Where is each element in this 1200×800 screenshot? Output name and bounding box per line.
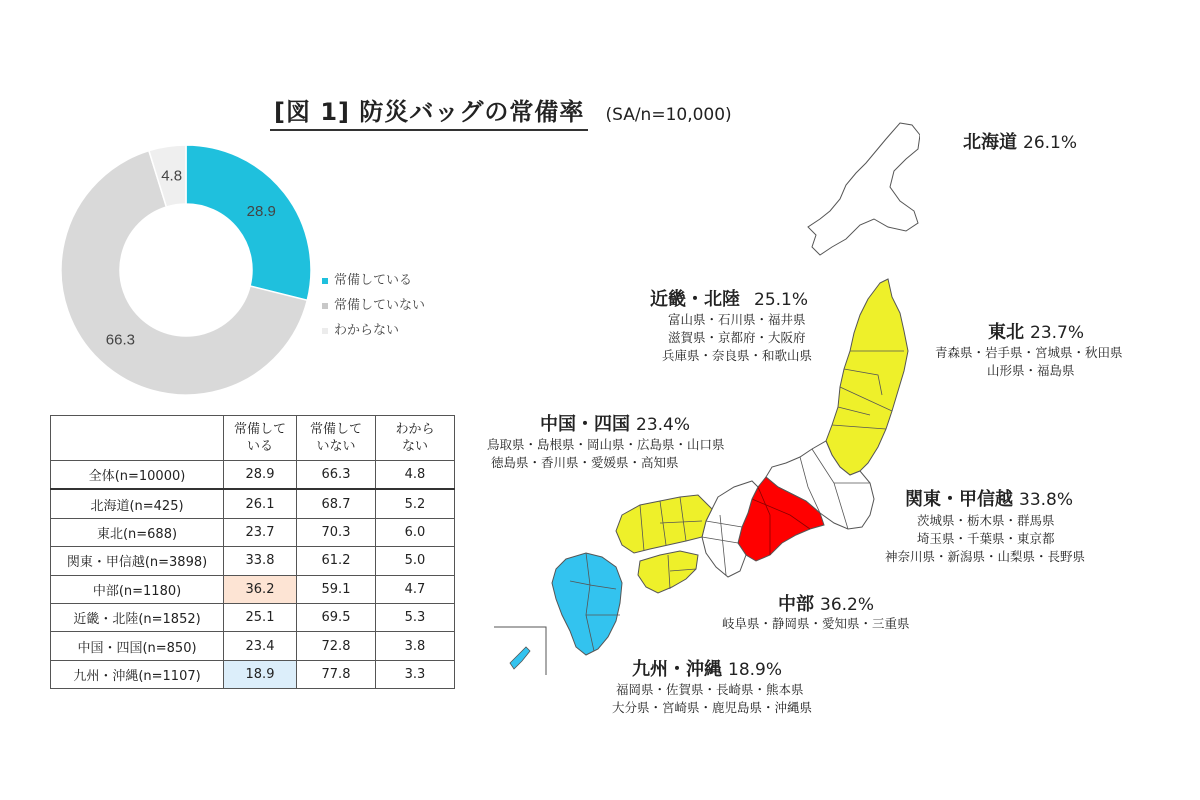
table-cell: 23.4 (224, 632, 297, 660)
table-row (51, 461, 455, 490)
region-pct: 23.7% (1030, 323, 1085, 343)
row-label (51, 489, 224, 518)
region-pct: 25.1% (754, 290, 809, 310)
pref-line: 鳥取県・島根県・岡山県・広島県・山口県 (487, 437, 725, 452)
table-cell: 61.2 (297, 547, 376, 575)
pref-line: 滋賀県・京都府・大阪府 (668, 330, 806, 345)
table-row (51, 518, 455, 546)
row-label (51, 461, 224, 490)
donut-slice-stocked (186, 145, 311, 300)
header-line: 常備して (233, 422, 286, 437)
table-cell: 3.3 (376, 660, 455, 688)
sample-size: (n=10000) (114, 469, 186, 485)
sample-size: (n=1180) (118, 583, 182, 599)
table-cell: 33.8 (224, 547, 297, 575)
regional-table (50, 415, 455, 689)
region-name: 東北 (96, 526, 123, 542)
pref-line: 富山県・石川県・福井県 (668, 312, 806, 327)
prefecture-list-kanto (885, 512, 1085, 566)
table-cell: 5.3 (376, 603, 455, 631)
map-okinawa (510, 647, 530, 669)
table-cell: 26.1 (224, 489, 297, 518)
region-name: 近畿・北陸 (650, 289, 740, 310)
region-name: 関東・甲信越 (66, 555, 145, 571)
region-name: 北海道 (963, 132, 1017, 153)
table-row (51, 632, 455, 660)
donut-legend (322, 268, 425, 343)
region-pct: 36.2% (820, 595, 875, 615)
map-hokkaido (808, 123, 920, 255)
table-cell: 28.9 (224, 461, 297, 490)
pref-line: 山形県・福島県 (987, 363, 1075, 378)
table-header-cell (224, 416, 297, 461)
legend-label: 常備している (334, 272, 413, 288)
pref-line: 青森県・岩手県・宮城県・秋田県 (935, 345, 1123, 360)
table-cell: 5.0 (376, 547, 455, 575)
region-pct: 23.4% (636, 415, 691, 435)
region-name: 全体 (88, 469, 115, 485)
table-cell: 66.3 (297, 461, 376, 490)
table-cell: 25.1 (224, 603, 297, 631)
sample-size: (n=1107) (138, 668, 201, 684)
region-label-kyushu (632, 655, 782, 681)
table-cell: 4.7 (376, 575, 455, 603)
chart-subtitle: (SA/n=10,000) (605, 105, 732, 125)
region-label-hokkaido (963, 128, 1077, 154)
table-cell: 68.7 (297, 489, 376, 518)
region-name: 中国・四国 (540, 414, 630, 435)
table-cell: 36.2 (224, 575, 297, 603)
header-line: 常備して (309, 422, 362, 437)
header-line: ない (401, 439, 428, 454)
pref-line: 福岡県・佐賀県・長崎県・熊本県 (616, 682, 804, 697)
table-row (51, 575, 455, 603)
header-line: わから (395, 422, 435, 437)
row-label (51, 518, 224, 546)
pref-line: 埼玉県・千葉県・東京都 (917, 531, 1055, 546)
donut-data-label: 4.8 (161, 167, 183, 185)
region-pct: 26.1% (1023, 133, 1078, 153)
legend-label: わからない (334, 322, 400, 338)
prefecture-list-tohoku (935, 344, 1123, 380)
chart-title: [図 1] 防災バッグの常備率 (270, 92, 588, 131)
region-pct: 33.8% (1019, 490, 1074, 510)
region-name: 近畿・北陸 (73, 612, 139, 628)
table-cell: 69.5 (297, 603, 376, 631)
region-name: 中部 (92, 583, 119, 599)
legend-swatch-stocked (322, 278, 328, 284)
map-okinawa-inset-frame (494, 627, 546, 675)
sample-size: (n=850) (142, 640, 197, 656)
donut-data-label: 28.9 (246, 203, 276, 221)
region-label-chubu (778, 590, 874, 616)
prefecture-list-kinki (662, 311, 812, 365)
pref-line: 兵庫県・奈良県・和歌山県 (662, 348, 813, 363)
sample-size: (n=688) (122, 526, 178, 542)
row-label (51, 547, 224, 575)
pref-line: 神奈川県・新潟県・山梨県・長野県 (885, 549, 1086, 564)
map-tohoku (826, 279, 908, 475)
legend-item (322, 318, 425, 343)
region-label-kanto (905, 485, 1073, 511)
pref-line: 徳島県・香川県・愛媛県・高知県 (491, 455, 679, 470)
table-cell: 18.9 (224, 660, 297, 688)
table-cell: 5.2 (376, 489, 455, 518)
region-label-tohoku (988, 318, 1084, 344)
table-header-cell (297, 416, 376, 461)
table-header-row (51, 416, 455, 461)
table-cell: 72.8 (297, 632, 376, 660)
table-row (51, 547, 455, 575)
sample-size: (n=3898) (144, 555, 208, 571)
map-kyushu (552, 553, 622, 655)
table-cell: 59.1 (297, 575, 376, 603)
table-cell: 70.3 (297, 518, 376, 546)
table-cell: 23.7 (224, 518, 297, 546)
region-name: 九州・沖縄 (73, 668, 139, 684)
legend-swatch-unknown (322, 328, 328, 334)
row-label (51, 603, 224, 631)
donut-chart (55, 135, 315, 405)
legend-item (322, 293, 425, 318)
header-line: いる (246, 439, 273, 454)
region-name: 九州・沖縄 (632, 659, 722, 680)
pref-line: 岐阜県・静岡県・愛知県・三重県 (722, 616, 910, 631)
prefecture-list-chubu (722, 615, 910, 633)
table-cell: 3.8 (376, 632, 455, 660)
table-header-cell (376, 416, 455, 461)
sample-size: (n=425) (129, 498, 184, 514)
sample-size: (n=1852) (138, 612, 201, 628)
legend-label: 常備していない (334, 297, 426, 313)
map-chugoku (616, 495, 712, 553)
table-row (51, 489, 455, 518)
donut-data-label: 66.3 (105, 331, 136, 349)
region-label-kinki (650, 285, 808, 311)
table-row (51, 603, 455, 631)
table-header-corner (51, 416, 224, 461)
row-label (51, 575, 224, 603)
region-label-chugoku-shikoku (540, 410, 690, 436)
table-row (51, 660, 455, 688)
row-label (51, 632, 224, 660)
pref-line: 大分県・宮崎県・鹿児島県・沖縄県 (612, 700, 813, 715)
prefecture-list-chugoku-shikoku (487, 436, 725, 472)
table-cell: 77.8 (297, 660, 376, 688)
legend-swatch-not-stocked (322, 303, 328, 309)
prefecture-list-kyushu (612, 681, 812, 717)
region-name: 関東・甲信越 (905, 489, 1013, 510)
header-line: いない (316, 439, 356, 454)
region-name: 中部 (778, 594, 814, 615)
table-cell: 6.0 (376, 518, 455, 546)
region-name: 中国・四国 (77, 640, 143, 656)
row-label (51, 660, 224, 688)
table-body (51, 461, 455, 689)
table-cell: 4.8 (376, 461, 455, 490)
pref-line: 茨城県・栃木県・群馬県 (917, 513, 1055, 528)
region-name: 北海道 (90, 498, 130, 514)
region-pct: 18.9% (728, 660, 783, 680)
region-name: 東北 (988, 322, 1024, 343)
legend-item (322, 268, 425, 293)
